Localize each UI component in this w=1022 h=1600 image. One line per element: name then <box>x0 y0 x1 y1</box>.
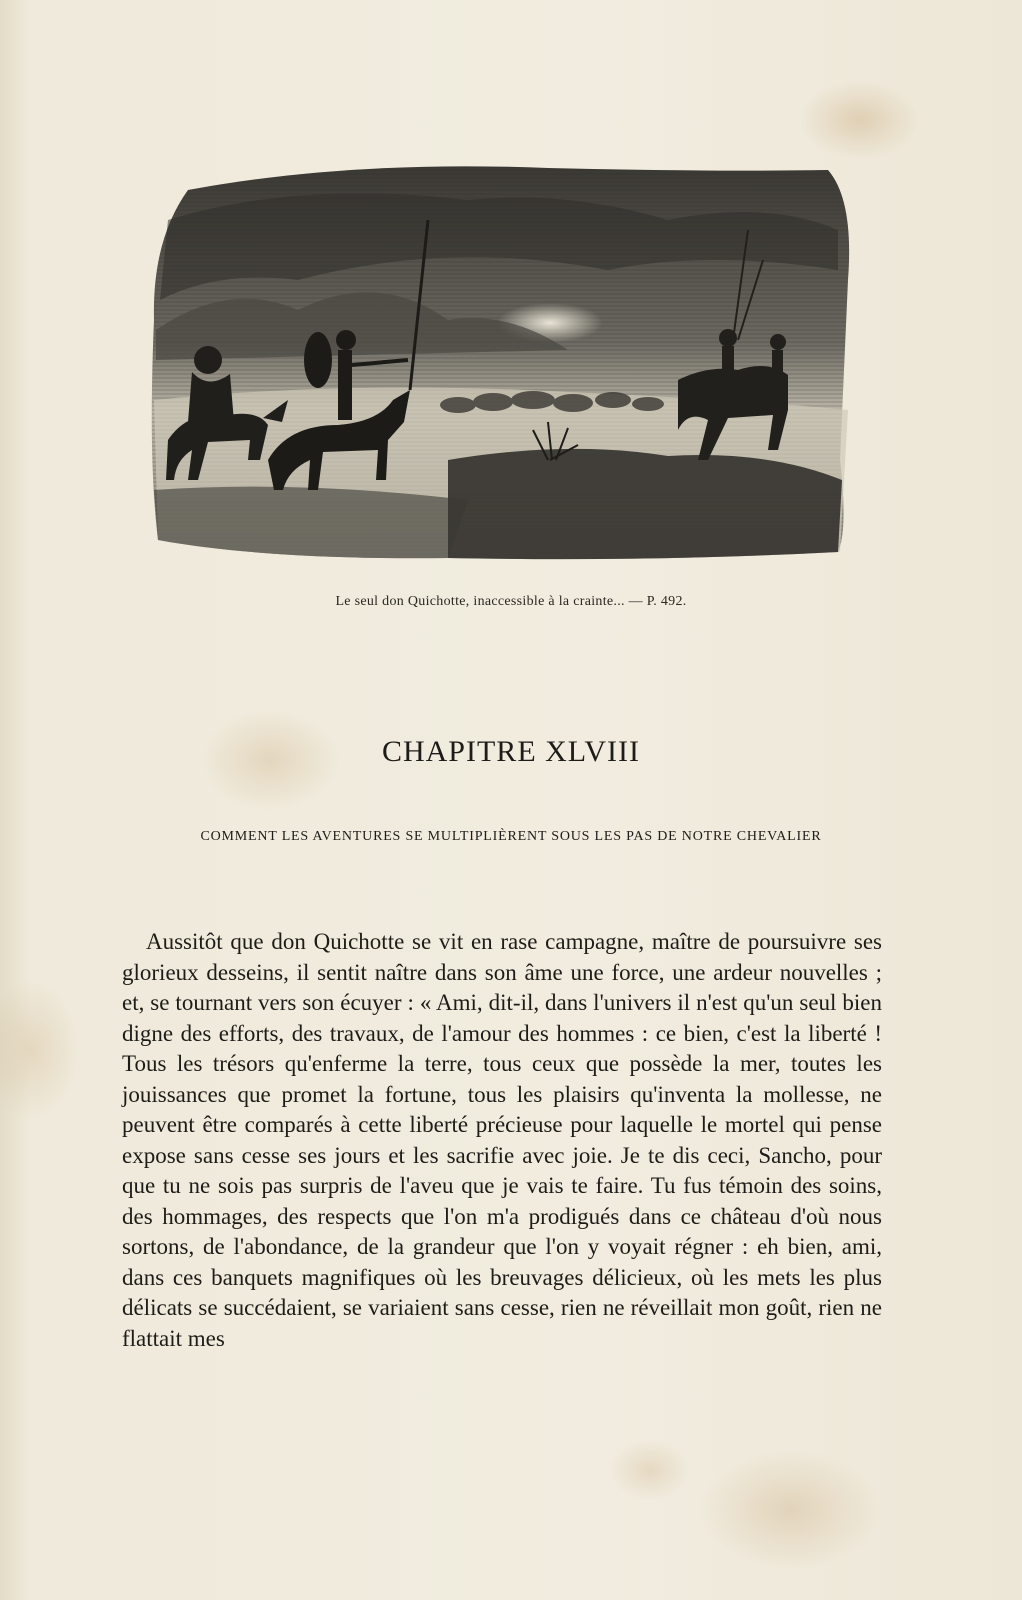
illustration-caption: Le seul don Quichotte, inaccessible à la crainte... — P. 492. <box>335 594 687 609</box>
chapter-subtitle: COMMENT LES AVENTURES SE MULTIPLIÈRENT SOUS LES PAS DE NOTRE CHEVALIER <box>200 829 822 844</box>
engraving-illustration <box>148 160 854 570</box>
chapter-title: CHAPITRE XLVIII <box>381 735 641 768</box>
engraving-icon <box>148 160 854 570</box>
body-paragraph: Aussitôt que don Quichotte se vit en rase campagne, maître de poursuivre ses glorieux desseins, il sentit naître dans son âme une force, une ardeur nouvelles ; et, se tournant vers son écuyer : « Ami, dit-il, dans l'univers il n'est qu'un seul bien digne des efforts, des travaux, de l'amour des hommes : ce bien, c'est la liberté ! Tous les trésors qu'enferme la terre, tous ceux que possède la mer, toutes les jouissances que promet la fortune, tous les plaisirs qu'inventa la mollesse, ne peuvent être comparés à cette liberté précieuse pour laquelle le mortel qui pense expose sans cesse ses jours et les sacrifie avec joie. Je te dis ceci, Sancho, pour que tu ne sois pas surpris de l'aveu que je vais te faire. Tu fus témoin des soins, des hommages, des respects que l'on m'a prodigués dans ce château d'où nous sortons, de l'abondance, de la grandeur que l'on y voyait régner : eh bien, ami, dans ces banquets magnifiques où les breuvages délicieux, où les mets les plus délicats se succédaient, se variaient sans cesse, rien ne réveillait mon goût, rien ne flattait mes <box>122 929 882 1351</box>
